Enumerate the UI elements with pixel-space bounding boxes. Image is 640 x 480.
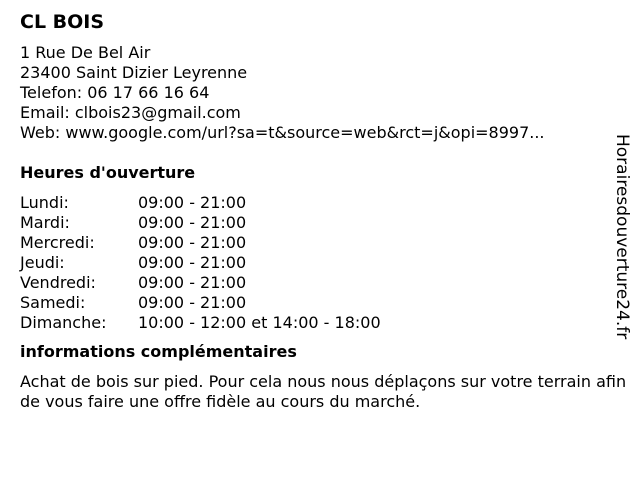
email-line: Email: clbois23@gmail.com: [20, 103, 241, 122]
time-value: 09:00 - 21:00: [138, 233, 247, 252]
time-value: 09:00 - 21:00: [138, 213, 247, 232]
time-value: 09:00 - 21:00: [138, 273, 247, 292]
web-line: Web: www.google.com/url?sa=t&source=web&rct=j&opi=8997...: [20, 123, 545, 142]
hours-row-wednesday: [20, 233, 620, 253]
day-label: Vendredi:: [20, 273, 96, 292]
hours-heading: Heures d'ouverture: [20, 163, 196, 182]
info-text: Achat de bois sur pied. Pour cela nous nous déplaçons sur votre terrain afin de vous faire une offre fidèle au cours du marché.: [20, 372, 627, 411]
time-value: 09:00 - 21:00: [138, 253, 247, 272]
phone-line: Telefon: 06 17 66 16 64: [20, 83, 210, 102]
hours-row-sunday: [20, 313, 620, 333]
day-label: Samedi:: [20, 293, 86, 312]
day-label: Mardi:: [20, 213, 70, 232]
hours-row-saturday: [20, 293, 620, 313]
day-label: Mercredi:: [20, 233, 95, 252]
hours-row-tuesday: [20, 213, 620, 233]
time-value: 09:00 - 21:00: [138, 293, 247, 312]
hours-table: [20, 193, 620, 333]
info-heading: informations complémentaires: [20, 342, 297, 361]
time-value: 10:00 - 12:00 et 14:00 - 18:00: [138, 313, 381, 332]
address-line-1: 1 Rue De Bel Air: [20, 43, 151, 62]
hours-row-friday: [20, 273, 620, 293]
hours-row-thursday: [20, 253, 620, 273]
address-line-2: 23400 Saint Dizier Leyrenne: [20, 63, 248, 82]
time-value: 09:00 - 21:00: [138, 193, 247, 212]
day-label: Jeudi:: [20, 253, 65, 272]
site-watermark: Horairesdouverture24.fr: [612, 134, 632, 340]
day-label: Lundi:: [20, 193, 69, 212]
hours-row-monday: [20, 193, 620, 213]
day-label: Dimanche:: [20, 313, 107, 332]
business-name: CL BOIS: [20, 11, 105, 33]
